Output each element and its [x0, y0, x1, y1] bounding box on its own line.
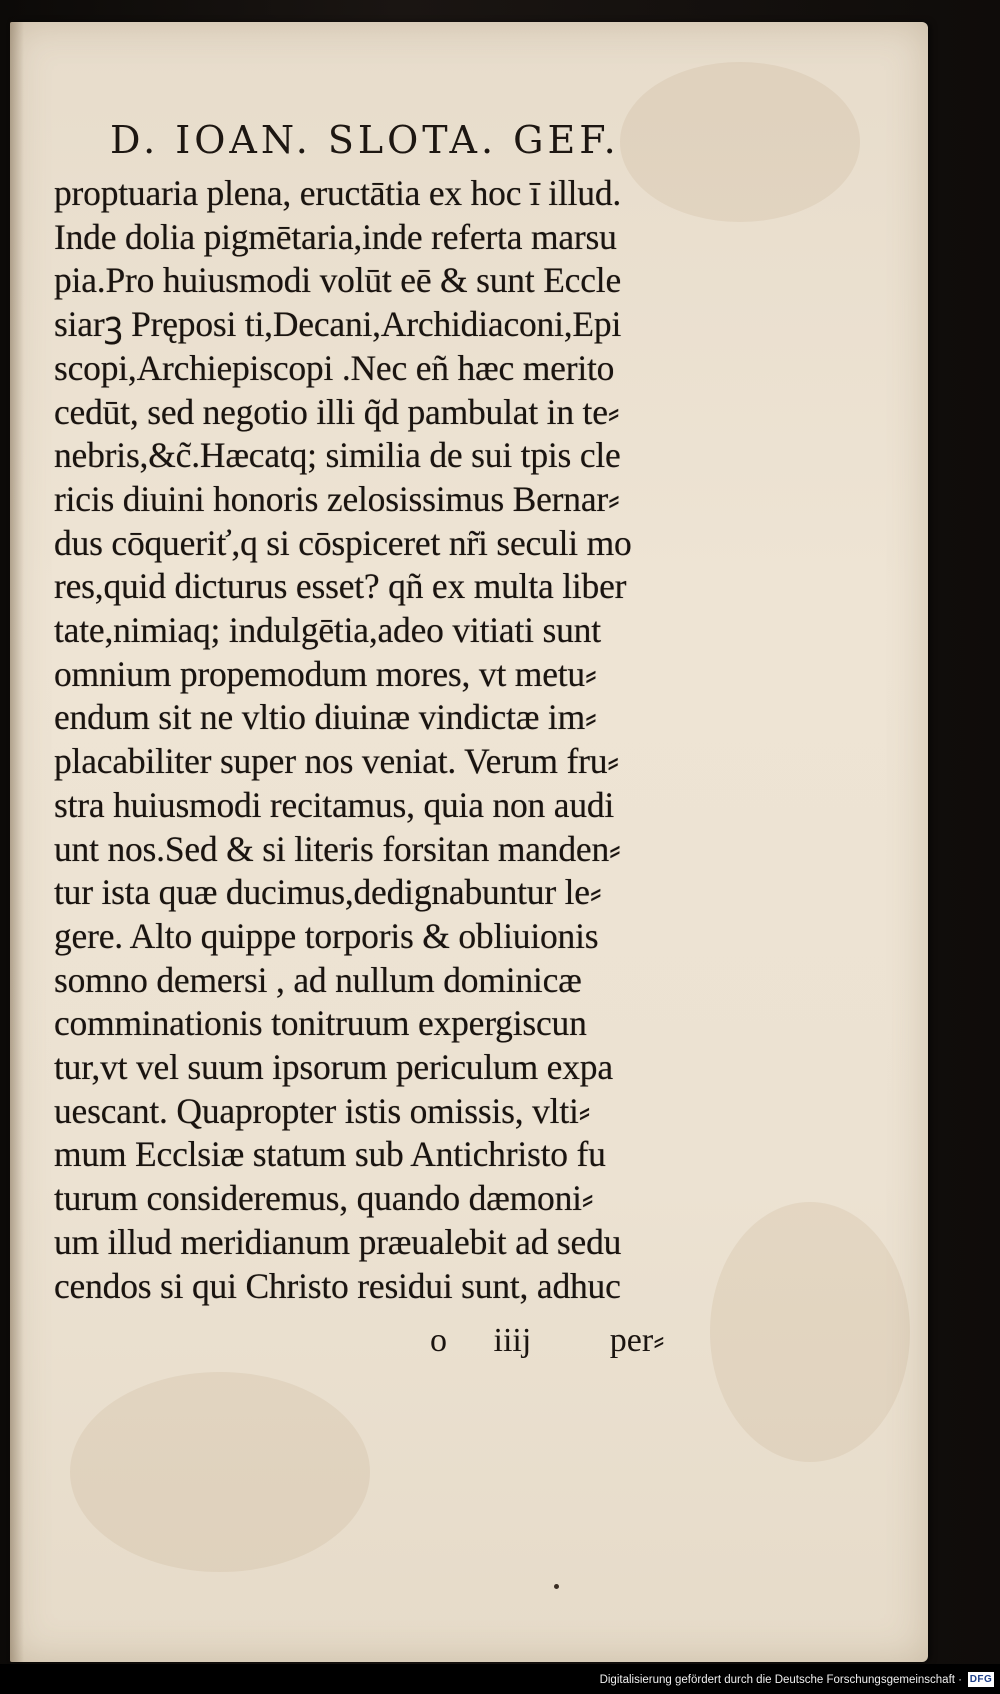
- text-line: placabiliter super nos veniat. Verum fru⸗: [54, 741, 619, 782]
- book-page: [10, 22, 928, 1662]
- text-line: uescant. Quapropter istis omissis, vlti⸗: [54, 1090, 591, 1131]
- text-line: ricis diuini honoris zelosissimus Bernar⸗: [54, 478, 620, 519]
- text-line: nebris,&c̃.Hæcatq; similia de sui tpis cle: [54, 435, 621, 476]
- text-line: tur ista quæ ducimus,dedignabuntur le⸗: [54, 872, 602, 913]
- text-line: comminationis tonitruum expergiscun: [54, 1003, 587, 1044]
- signature-mark: o: [430, 1322, 447, 1359]
- signature-line: [430, 1322, 730, 1360]
- text-line: unt nos.Sed & si literis forsitan manden⸗: [54, 828, 621, 869]
- text-line: scopi,Archiepiscopi .Nec eñ hæc merito: [54, 347, 615, 388]
- text-line: res,quid dicturus esset? qñ ex multa liber: [54, 566, 627, 607]
- paper-stain: [710, 1202, 910, 1462]
- footer-credit: Digitalisierung gefördert durch die Deutsche Forschungsgemeinschaft ·: [599, 1674, 962, 1686]
- text-line: cendos si qui Christo residui sunt, adhuc: [54, 1265, 621, 1306]
- text-line: siarꝫ Pręposi ti,Decani,Archidiaconi,Epi: [54, 304, 622, 345]
- signature-number: iiij: [493, 1322, 532, 1359]
- text-line: tate,nimiaq; indulgētia,adeo vitiati sunt: [54, 610, 601, 651]
- text-line: Inde dolia pigmētaria,inde referta marsu: [54, 216, 617, 257]
- text-line: omnium propemodum mores, vt metu⸗: [54, 653, 597, 694]
- page-gutter-shadow: [10, 22, 24, 1662]
- text-line: cedūt, sed negotio illi q̃d pambulat in te⸗: [54, 391, 620, 432]
- dfg-logo-icon: DFG: [969, 1674, 993, 1685]
- text-line: somno demersi , ad nullum dominicæ: [54, 959, 582, 1000]
- text-line: um illud meridianum præualebit ad sedu: [54, 1221, 622, 1262]
- ink-speck: [554, 1584, 559, 1589]
- paper-stain: [70, 1372, 370, 1572]
- text-block: [54, 172, 714, 1308]
- text-line: dus cōqueriť,q si cōspiceret nr̃i seculi mo: [54, 522, 632, 563]
- running-head: D. IOAN. SLOTA. GEF.: [110, 118, 620, 162]
- text-line: endum sit ne vltio diuinæ vindictæ im⸗: [54, 697, 597, 738]
- footer-bar: [0, 1664, 1000, 1694]
- text-line: turum consideremus, quando dæmoni⸗: [54, 1178, 594, 1219]
- text-line: stra huiusmodi recitamus, quia non audi: [54, 784, 615, 825]
- text-line: tur,vt vel suum ipsorum periculum expa: [54, 1047, 613, 1088]
- text-line: proptuaria plena, eructātia ex hoc ī illud.: [54, 173, 622, 213]
- text-line: pia.Pro huiusmodi volūt eē & sunt Eccle: [54, 260, 622, 301]
- catchword: per⸗: [609, 1322, 665, 1359]
- text-line: mum Ecclsiæ statum sub Antichristo fu: [54, 1134, 606, 1175]
- text-line: gere. Alto quippe torporis & obliuionis: [54, 915, 599, 956]
